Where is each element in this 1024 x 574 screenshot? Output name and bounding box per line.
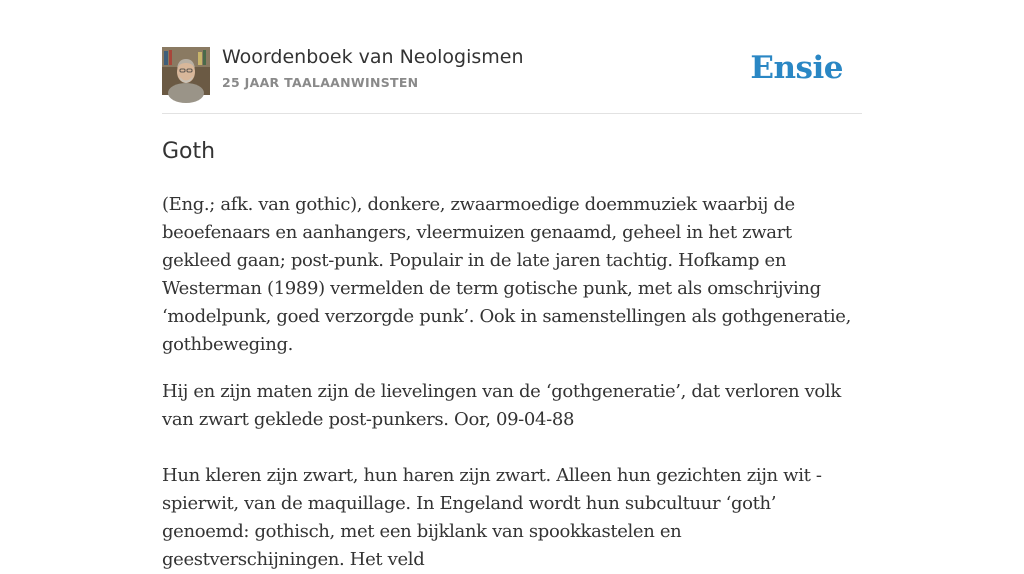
citation-quote: Hij en zijn maten zijn de lievelingen van de ‘gothgeneratie’, dat verloren volk van zwart geklede post-punkers. Oor, 09-04-88 <box>162 381 841 430</box>
entry-title: Goth <box>162 139 216 164</box>
brand-logo[interactable]: Ensie <box>750 50 843 86</box>
entry-definition: (Eng.; afk. van gothic), donkere, zwaarmoedige doemmuziek waarbij de beoefenaars en aanhangers, vleermuizen genaamd, geheel in het zwart gekleed gaan; post-punk. Populair in de late jaren tachtig. Hofkamp en Westerman (1989) vermelden de term gotische punk, met als omschrijving ‘modelpunk, goed verzorgde punk’. Ook in samenstellingen als gothgeneratie, gothbeweging. <box>162 194 851 355</box>
site-subtitle: 25 JAAR TAALAANWINSTEN <box>222 75 419 90</box>
site-header <box>162 46 862 114</box>
author-portrait-icon[interactable] <box>162 47 210 95</box>
citation-quote: Hun kleren zijn zwart, hun haren zijn zwart. Alleen hun gezichten zijn wit - spierwit, van de maquillage. In Engeland wordt hun subcultuur ‘goth’ genoemd: gothisch, met een bijklank van spookkastelen en geestverschijningen. Het veld <box>162 465 822 570</box>
site-title[interactable]: Woordenboek van Neologismen <box>222 46 524 68</box>
entry-content <box>162 134 862 574</box>
